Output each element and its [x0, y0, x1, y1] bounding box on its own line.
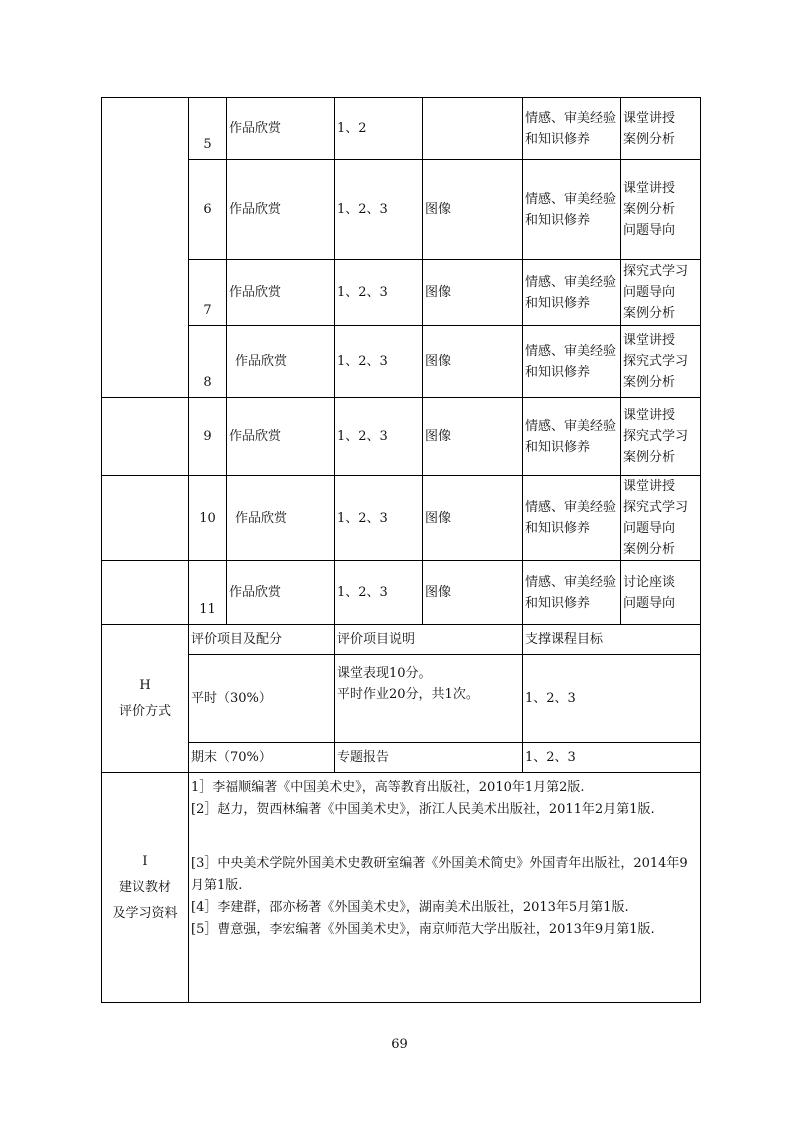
row-goals: 1、2: [335, 98, 423, 160]
row-number: 10: [189, 476, 227, 561]
row-content: 作品欣赏: [227, 326, 335, 398]
row-goals: 1、2、3: [335, 561, 423, 625]
section-cell-empty: [102, 160, 189, 260]
reference-item: [3］中央美术学院外国美术史教研室编著《外国美术简史》外国青年出版社，2014年9月第1版.: [191, 856, 688, 893]
section-cell-empty: [102, 260, 189, 326]
section-cell-empty: [102, 476, 189, 561]
row-method: 课堂讲授 案例分析 问题导向: [621, 160, 701, 260]
reference-spacer: [191, 821, 698, 853]
row-number: 8: [189, 326, 227, 398]
row-goals: 1、2、3: [335, 160, 423, 260]
page-number: 69: [391, 1037, 408, 1052]
row-content: 作品欣赏: [227, 160, 335, 260]
row-element: 情感、审美经验 和知识修养: [523, 160, 621, 260]
row-method: 课堂讲授 探究式学习 案例分析: [621, 398, 701, 476]
evaluation-desc: 课堂表现10分。 平时作业20分，共1次。: [335, 655, 523, 743]
evaluation-section-title: 评价方式: [118, 703, 171, 719]
row-ideology: 图像: [423, 160, 523, 260]
reference-item: [5］曹意强，李宏编著《外国美术史》，南京师范大学出版社，2013年9月第1版.: [191, 922, 655, 937]
row-number: 7: [189, 260, 227, 326]
evaluation-goals: 1、2、3: [523, 743, 701, 773]
row-ideology: 图像: [423, 561, 523, 625]
row-ideology: [423, 98, 523, 160]
row-element: 情感、审美经验 和知识修养: [523, 561, 621, 625]
section-cell-empty: [102, 98, 189, 160]
evaluation-item: 期末（70%）: [189, 743, 335, 773]
table-row: [102, 561, 701, 625]
row-method: 课堂讲授 案例分析: [621, 98, 701, 160]
references-row: [102, 773, 701, 1003]
references-section-letter: I: [142, 853, 148, 869]
table-row: [102, 326, 701, 398]
references-section-label: [102, 773, 189, 1003]
row-content: 作品欣赏: [227, 98, 335, 160]
row-number: 5: [189, 98, 227, 160]
section-cell-empty: [102, 326, 189, 398]
row-goals: 1、2、3: [335, 260, 423, 326]
evaluation-header-item: 评价项目及配分: [189, 625, 335, 655]
reference-item: 1］李福顺编著《中国美术史》，高等教育出版社，2010年1月第2版.: [191, 780, 585, 795]
evaluation-desc: 专题报告: [335, 743, 523, 773]
references-section-title-1: 建议教材: [118, 879, 171, 895]
row-number: 11: [189, 561, 227, 625]
section-cell-empty: [102, 398, 189, 476]
row-method: 探究式学习 问题导向 案例分析: [621, 260, 701, 326]
row-element: 情感、审美经验 和知识修养: [523, 326, 621, 398]
row-ideology: 图像: [423, 476, 523, 561]
row-ideology: 图像: [423, 260, 523, 326]
row-number: 6: [189, 160, 227, 260]
evaluation-row: [102, 655, 701, 743]
row-element: 情感、审美经验 和知识修养: [523, 476, 621, 561]
evaluation-section-label: [102, 625, 189, 773]
row-goals: 1、2、3: [335, 398, 423, 476]
row-method: 课堂讲授 探究式学习 案例分析: [621, 326, 701, 398]
references-section-title-2: 及学习资料: [112, 905, 178, 921]
evaluation-section-letter: H: [139, 677, 151, 693]
row-ideology: 图像: [423, 398, 523, 476]
evaluation-goals: 1、2、3: [523, 655, 701, 743]
row-content: 作品欣赏: [227, 561, 335, 625]
row-method: 课堂讲授 探究式学习 问题导向 案例分析: [621, 476, 701, 561]
references-list: [189, 773, 701, 1003]
reference-item: [4］李建群，邵亦杨著《外国美术史》，湖南美术出版社，2013年5月第1版.: [191, 900, 629, 915]
reference-item: [2］赵力，贺西林编著《中国美术史》，浙江人民美术出版社，2011年2月第1版.: [191, 802, 655, 817]
row-number: 9: [189, 398, 227, 476]
table-row: [102, 260, 701, 326]
row-element: 情感、审美经验 和知识修养: [523, 260, 621, 326]
table-row: [102, 160, 701, 260]
row-element: 情感、审美经验 和知识修养: [523, 98, 621, 160]
course-table: [101, 97, 701, 1003]
row-goals: 1、2、3: [335, 326, 423, 398]
row-content: 作品欣赏: [227, 398, 335, 476]
evaluation-header-desc: 评价项目说明: [335, 625, 523, 655]
row-content: 作品欣赏: [227, 260, 335, 326]
evaluation-item: 平时（30%）: [189, 655, 335, 743]
row-goals: 1、2、3: [335, 476, 423, 561]
section-cell-empty: [102, 561, 189, 625]
table-row: [102, 98, 701, 160]
row-content: 作品欣赏: [227, 476, 335, 561]
table-row: [102, 398, 701, 476]
evaluation-header-row: [102, 625, 701, 655]
row-ideology: 图像: [423, 326, 523, 398]
row-element: 情感、审美经验 和知识修养: [523, 398, 621, 476]
evaluation-row: [102, 743, 701, 773]
table-row: [102, 476, 701, 561]
evaluation-header-goals: 支撑课程目标: [523, 625, 701, 655]
row-method: 讨论座谈 问题导向: [621, 561, 701, 625]
